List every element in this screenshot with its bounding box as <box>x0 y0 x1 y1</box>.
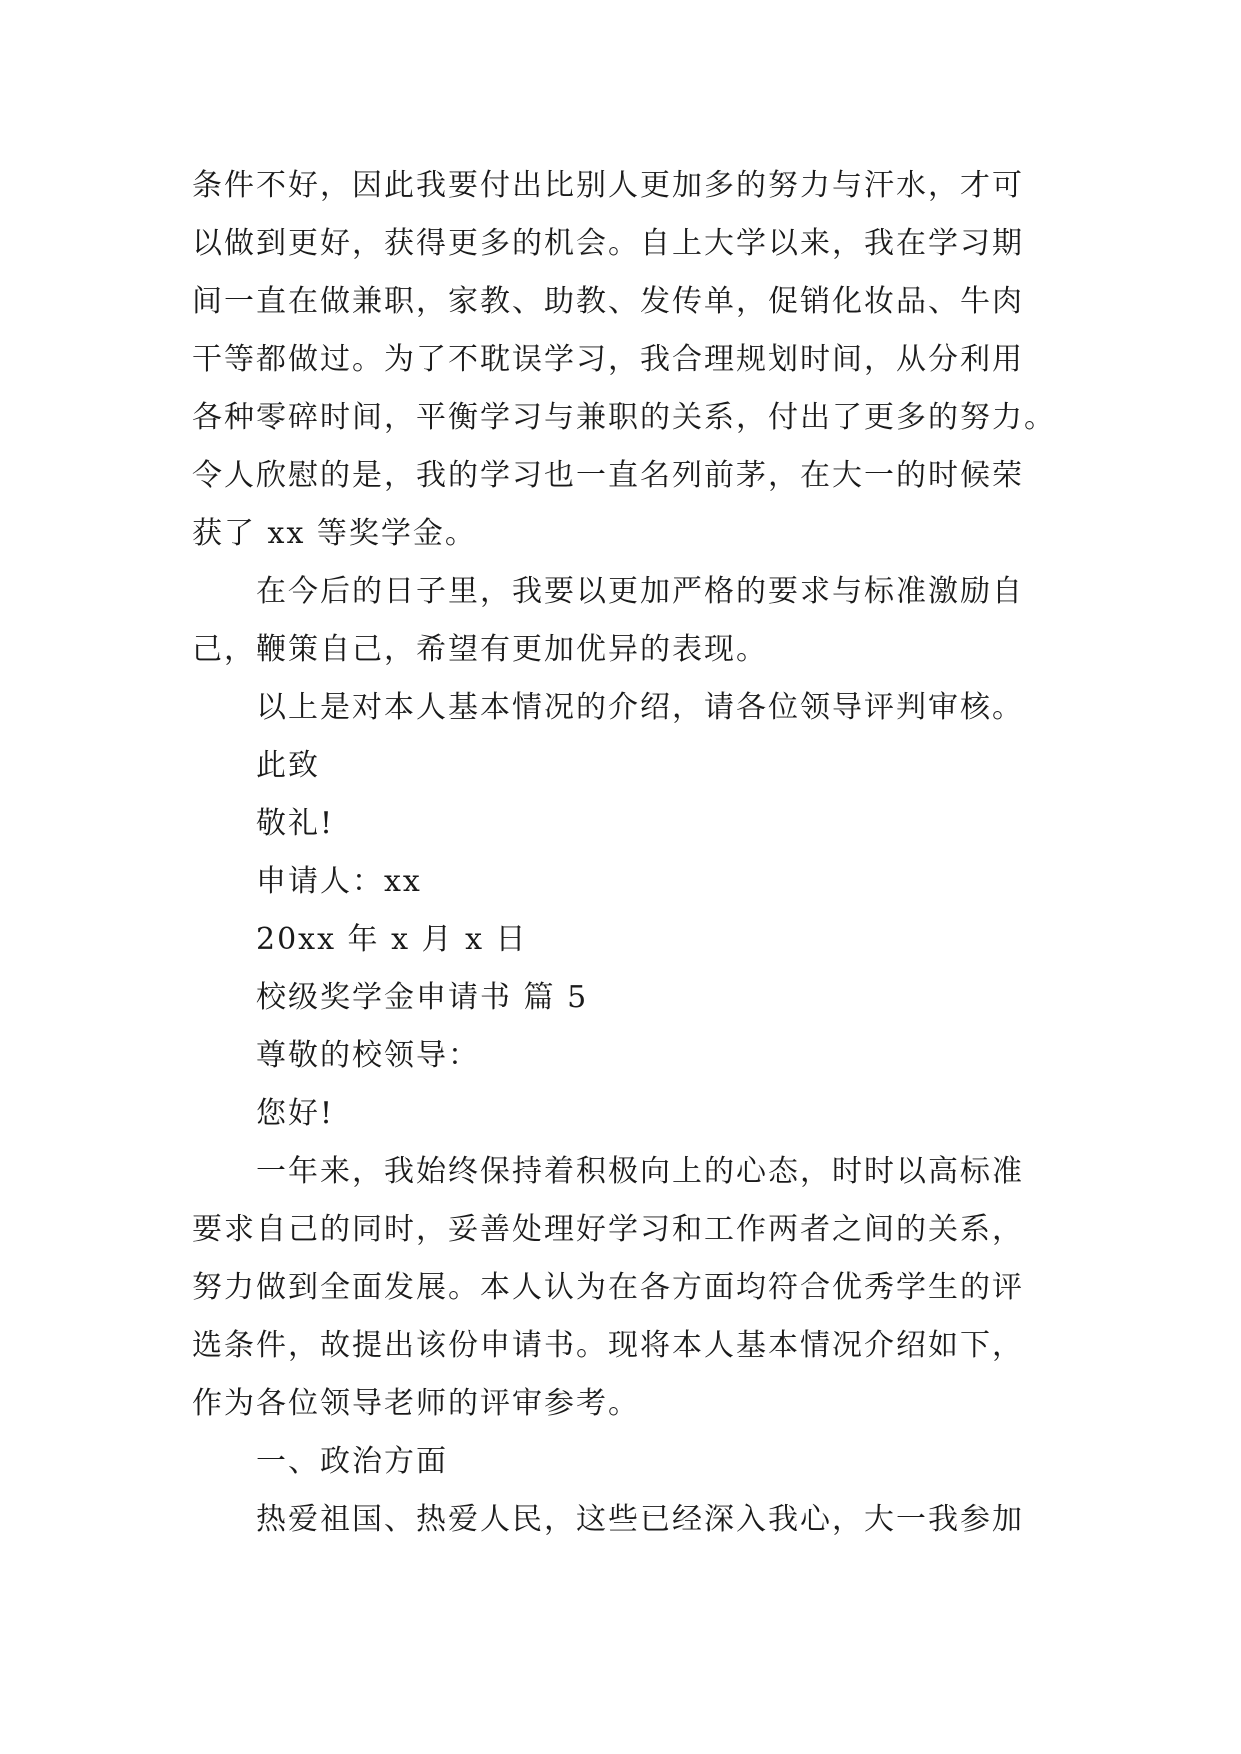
paragraph-line: 以做到更好，获得更多的机会。自上大学以来，我在学习期 <box>192 226 1024 261</box>
date-line: 20xx 年 x 月 x 日 <box>256 922 528 957</box>
salutation-cizhi: 此致 <box>256 748 320 783</box>
greeting-hello: 您好! <box>256 1096 335 1131</box>
section-title: 校级奖学金申请书 篇 5 <box>256 980 589 1015</box>
paragraph-line: 干等都做过。为了不耽误学习，我合理规划时间，从分利用 <box>192 342 1024 377</box>
paragraph-line: 条件不好，因此我要付出比别人更加多的努力与汗水，才可 <box>192 168 1024 203</box>
applicant-line: 申请人：xx <box>256 864 422 899</box>
paragraph-line: 己，鞭策自己，希望有更加优异的表现。 <box>192 632 768 667</box>
paragraph-line: 间一直在做兼职，家教、助教、发传单，促销化妆品、牛肉 <box>192 284 1024 319</box>
subheading-politics: 一、政治方面 <box>256 1444 448 1479</box>
paragraph-line: 一年来，我始终保持着积极向上的心态，时时以高标准 <box>256 1154 1024 1189</box>
salutation-jingli: 敬礼! <box>256 806 335 841</box>
paragraph-line: 在今后的日子里，我要以更加严格的要求与标准激励自 <box>256 574 1024 609</box>
paragraph-line: 各种零碎时间，平衡学习与兼职的关系，付出了更多的努力。 <box>192 400 1056 435</box>
greeting-line: 尊敬的校领导： <box>256 1038 480 1073</box>
paragraph-line: 热爱祖国、热爱人民，这些已经深入我心，大一我参加 <box>256 1502 1024 1537</box>
paragraph-line: 选条件，故提出该份申请书。现将本人基本情况介绍如下， <box>192 1328 1024 1363</box>
paragraph-line: 要求自己的同时，妥善处理好学习和工作两者之间的关系， <box>192 1212 1024 1247</box>
paragraph-line: 获了 xx 等奖学金。 <box>192 516 477 551</box>
paragraph-line: 作为各位领导老师的评审参考。 <box>192 1386 640 1421</box>
paragraph-line: 努力做到全面发展。本人认为在各方面均符合优秀学生的评 <box>192 1270 1024 1305</box>
paragraph-line: 令人欣慰的是，我的学习也一直名列前茅，在大一的时候荣 <box>192 458 1024 493</box>
closing-statement: 以上是对本人基本情况的介绍，请各位领导评判审核。 <box>256 690 1024 725</box>
